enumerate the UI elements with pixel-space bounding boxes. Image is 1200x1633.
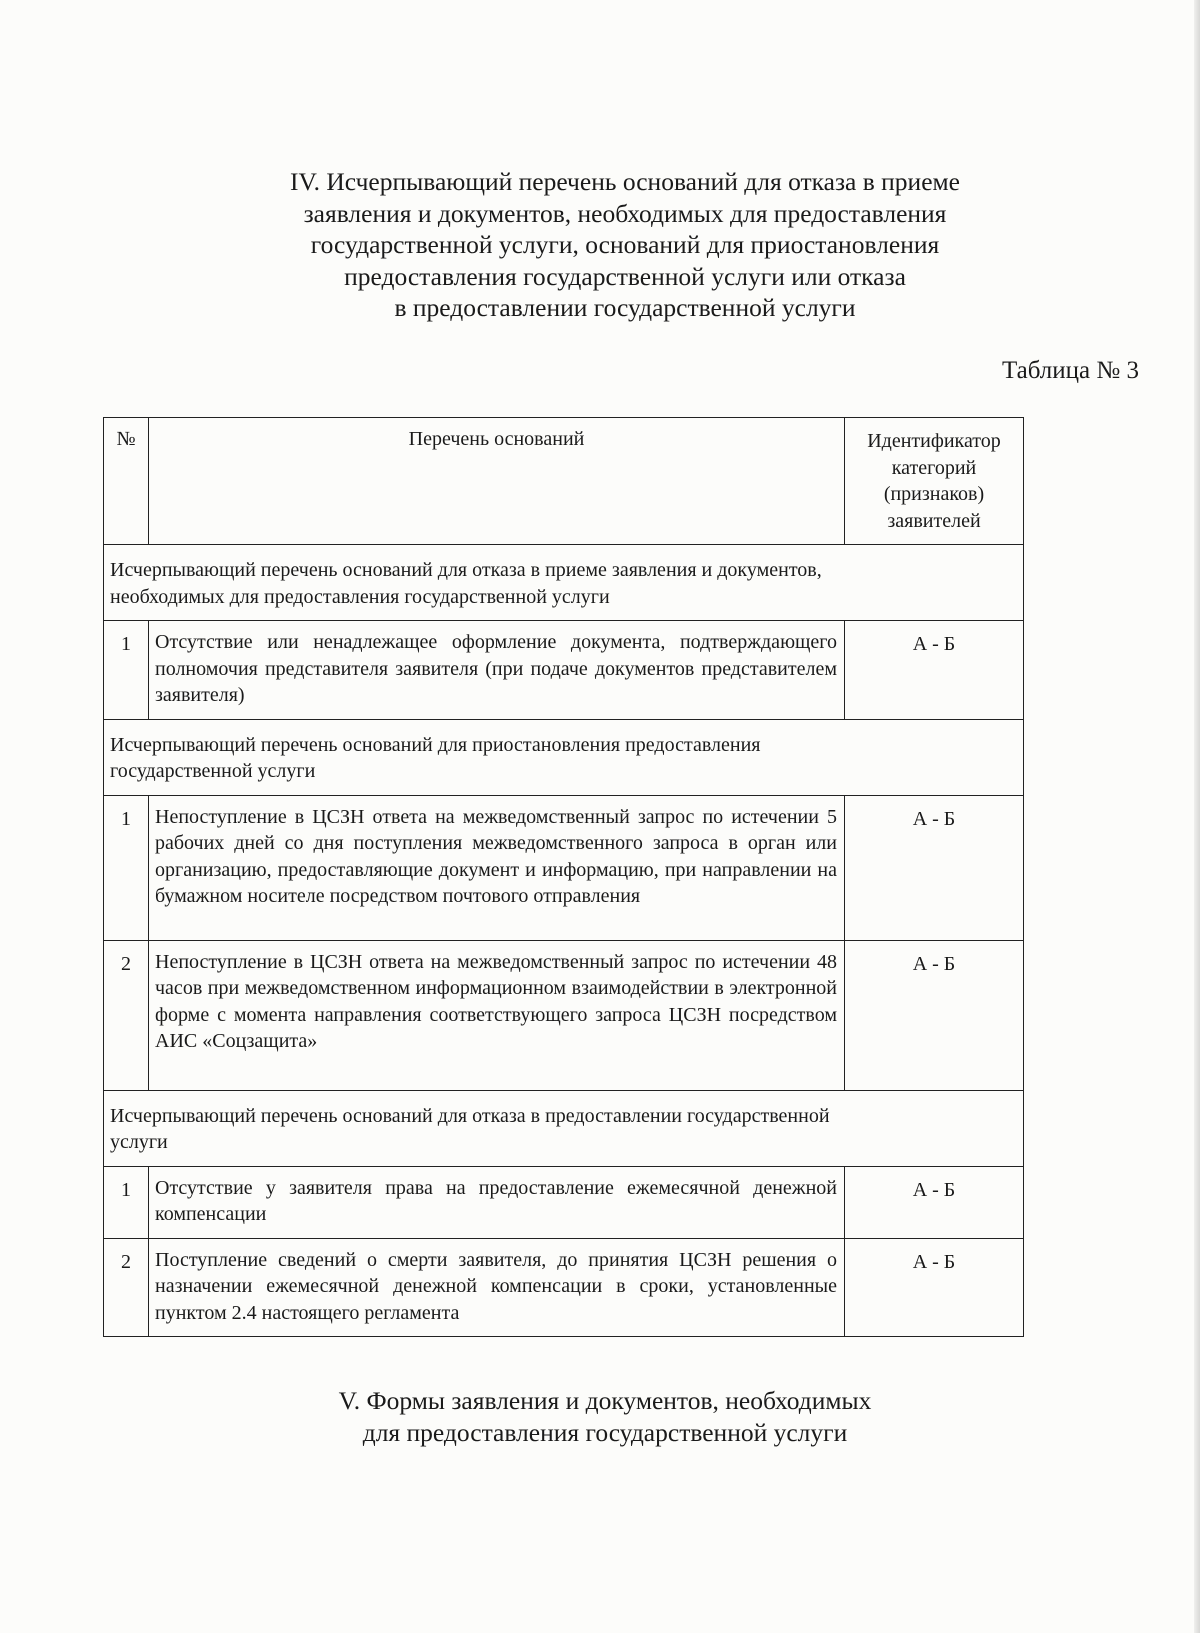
row-ground-text: Непоступление в ЦСЗН ответа на межведомственный запрос по истечении 48 часов при межведомственном информационном взаимодействии в электронной форме с момента направления соответствующего запроса ЦСЗН посредством АИС «Соцзащита»: [149, 940, 845, 1090]
section-v-title-line: для предоставления государственной услуги: [362, 1417, 848, 1447]
table-row: [104, 1238, 1024, 1337]
group-title-line: Исчерпывающий перечень оснований для отказа в приеме заявления и документов,: [110, 559, 822, 581]
row-category-id: А - Б: [845, 795, 1024, 940]
header-id-line: заявителей: [887, 509, 981, 532]
table-row: [104, 795, 1024, 940]
group-title-line: необходимых для предоставления государственной услуги: [110, 585, 610, 608]
group-row-refusal-service: [104, 1090, 1024, 1166]
row-category-id: А - Б: [845, 1166, 1024, 1238]
group-title-line: услуги: [110, 1131, 168, 1153]
header-applicant-category-id: [845, 418, 1024, 545]
section-iv-title-line: предоставления государственной услуги или отказа: [344, 261, 906, 291]
row-number: 2: [104, 940, 149, 1090]
group-title-line: государственной услуги: [110, 760, 316, 782]
header-number: №: [104, 418, 149, 545]
header-id-line: (признаков): [883, 483, 985, 505]
page-edge-shadow: [1194, 0, 1200, 1633]
row-number: 1: [104, 621, 149, 720]
row-number: 1: [104, 1166, 149, 1238]
header-id-line: Идентификатор: [867, 430, 1001, 452]
group-row-suspension: [104, 719, 1024, 795]
table-row: [104, 940, 1024, 1090]
table-header-row: [104, 418, 1024, 545]
grounds-table: [103, 417, 1024, 1337]
row-ground-text: Отсутствие у заявителя права на предоставление ежемесячной денежной компенсации: [149, 1166, 845, 1238]
group-title: [104, 1090, 1024, 1166]
section-iv-title-line: заявления и документов, необходимых для предоставления: [303, 198, 947, 228]
row-ground-text: Непоступление в ЦСЗН ответа на межведомственный запрос по истечении 5 рабочих дней со дня поступления межведомственного запроса в орган или организацию, предоставляющие документ и информацию, при направлении на бумажном носителе посредством почтового отправления: [149, 795, 845, 940]
header-id-line: категорий: [891, 456, 977, 479]
section-iv-title-line: IV. Исчерпывающий перечень оснований для отказа в приеме: [290, 167, 960, 196]
row-category-id: А - Б: [845, 940, 1024, 1090]
group-title: [104, 545, 1024, 621]
header-grounds-list: Перечень оснований: [149, 418, 845, 545]
section-iv-title-line: государственной услуги, оснований для приостановления: [310, 230, 940, 259]
section-v-title-line: V. Формы заявления и документов, необходимых: [338, 1386, 872, 1415]
row-ground-text: Отсутствие или ненадлежащее оформление документа, подтверждающего полномочия представителя заявителя (при подаче документов представителем заявителя): [149, 621, 845, 720]
table-caption: Таблица № 3: [1001, 357, 1139, 384]
section-v-title: [180, 1385, 1030, 1448]
table-row: [104, 1166, 1024, 1238]
group-title: [104, 719, 1024, 795]
row-ground-text: Поступление сведений о смерти заявителя, до принятия ЦСЗН решения о назначении ежемесячной денежной компенсации в сроки, установленные пунктом 2.4 настоящего регламента: [149, 1238, 845, 1337]
section-iv-title: [200, 166, 1050, 324]
row-number: 2: [104, 1238, 149, 1337]
row-number: 1: [104, 795, 149, 940]
group-title-line: Исчерпывающий перечень оснований для отказа в предоставлении государственной: [110, 1104, 830, 1127]
group-title-line: Исчерпывающий перечень оснований для приостановления предоставления: [110, 733, 761, 756]
group-row-refusal-acceptance: [104, 545, 1024, 621]
table-row: [104, 621, 1024, 720]
row-category-id: А - Б: [845, 1238, 1024, 1337]
section-iv-title-line: в предоставлении государственной услуги: [394, 293, 856, 322]
row-category-id: А - Б: [845, 621, 1024, 720]
